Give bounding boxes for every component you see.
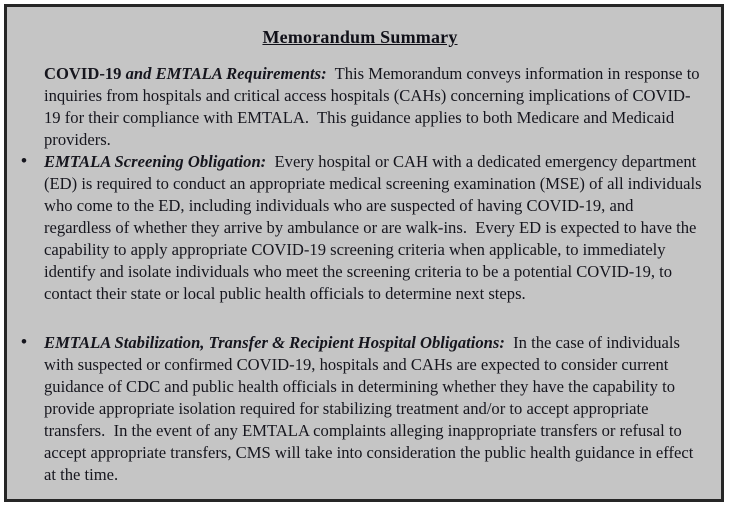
memorandum-summary-box <box>4 4 724 502</box>
memo-item-text <box>44 152 706 303</box>
item-body: Every hospital or CAH with a dedicated emergency department (ED) is required to conduct an appropriate medical screening examination (MSE) of all individuals who come to the ED, including individuals who are suspected of having COVID-19, and regardless of whether they arrive by ambulance or are walk-ins. Every ED is expected to have the capability to apply appropriate COVID-19 screening criteria when applicable, to immediately identify and isolate individuals who meet the screening criteria to be a potential COVID-19, to contact their state or local public health officials to determine next steps. <box>44 152 706 303</box>
item-body: This Memorandum conveys information in response to inquiries from hospitals and critical access hospitals (CAHs) concerning implications of COVID-19 for their compliance with EMTALA. This guidance applies to both Medicare and Medicaid providers. <box>44 64 704 149</box>
bullet-icon: • <box>21 151 27 170</box>
item-lead-bold: COVID-19 <box>44 64 126 83</box>
bullet-icon: • <box>21 332 27 351</box>
memo-item-covid-emtala-requirements <box>17 63 703 151</box>
memo-item-screening-obligation <box>17 151 706 305</box>
item-lead-bold-italic: EMTALA Stabilization, Transfer & Recipient Hospital Obligations: <box>44 333 505 352</box>
item-lead-bold-italic: EMTALA Screening Obligation: <box>44 152 267 171</box>
memo-title: Memorandum Summary <box>262 27 458 47</box>
item-body: In the case of individuals with suspected or confirmed COVID-19, hospitals and CAHs are expected to consider current guidance of CDC and public health officials in determining whether they have the capability to provide appropriate isolation required for stabilizing treatment and/or to accept appropriate transfers. In the event of any EMTALA complaints alleging inappropriate transfers or refusal to accept appropriate transfers, CMS will take into consideration the public health guidance in effect at the time. <box>44 333 698 484</box>
memo-item-text <box>44 64 704 149</box>
item-lead-bold-italic: and EMTALA Requirements: <box>125 64 327 83</box>
memo-item-text <box>44 333 698 484</box>
memo-item-stabilization-transfer-obligations <box>17 332 703 486</box>
